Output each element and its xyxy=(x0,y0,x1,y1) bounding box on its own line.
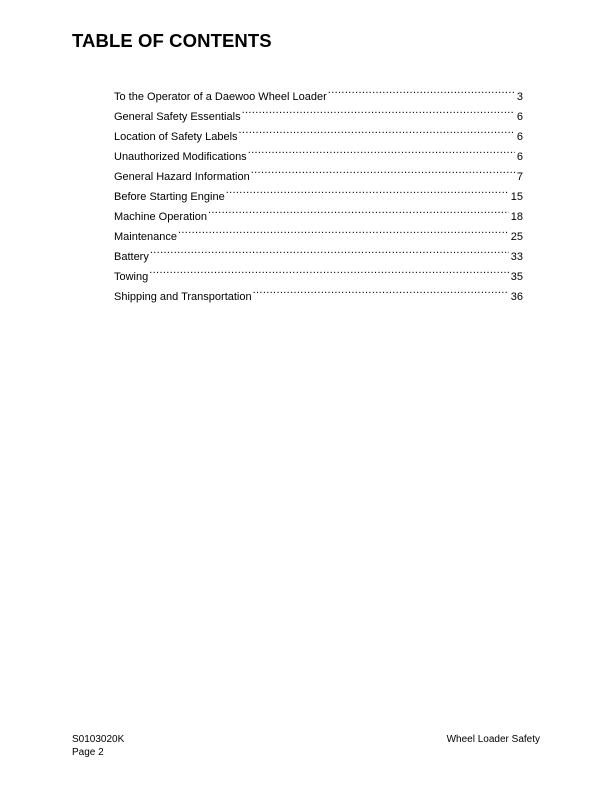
document-number: S0103020K xyxy=(72,734,125,745)
toc-entry-page: 7 xyxy=(516,171,523,183)
toc-dot-leader xyxy=(242,100,515,120)
toc-dot-leader xyxy=(239,120,515,140)
toc-entry-title: Machine Operation xyxy=(114,211,207,223)
toc-dot-leader xyxy=(248,140,515,160)
manual-title: Wheel Loader Safety xyxy=(446,734,540,745)
toc-dot-leader xyxy=(226,180,509,200)
toc-entry-page: 35 xyxy=(510,271,523,283)
toc-dot-leader xyxy=(328,80,515,100)
toc-entry-title: Towing xyxy=(114,271,149,283)
toc-entry-title: To the Operator of a Daewoo Wheel Loader xyxy=(114,91,327,103)
toc-dot-leader xyxy=(253,280,509,300)
toc-entry[interactable] xyxy=(114,260,523,283)
toc-entry[interactable] xyxy=(114,280,523,303)
footer-right xyxy=(447,733,540,746)
toc-dot-leader xyxy=(178,220,509,240)
table-of-contents xyxy=(114,80,523,303)
toc-entry[interactable] xyxy=(114,80,523,103)
toc-dot-leader xyxy=(150,240,509,260)
toc-entry-page: 6 xyxy=(516,111,523,123)
toc-entry-title: Unauthorized Modifications xyxy=(114,151,247,163)
toc-entry-page: 3 xyxy=(516,91,523,103)
toc-entry-title: General Safety Essentials xyxy=(114,111,241,123)
toc-entry-title: General Hazard Information xyxy=(114,171,250,183)
footer-left xyxy=(72,733,124,759)
toc-entry-title: Location of Safety Labels xyxy=(114,131,238,143)
page-title: TABLE OF CONTENTS xyxy=(72,30,272,51)
toc-entry-page: 25 xyxy=(510,231,523,243)
toc-dot-leader xyxy=(251,160,515,180)
toc-entry-title: Shipping and Transportation xyxy=(114,291,252,303)
toc-entry-page: 36 xyxy=(510,291,523,303)
toc-entry-page: 6 xyxy=(516,131,523,143)
toc-entry-title: Battery xyxy=(114,251,149,263)
page-number: Page 2 xyxy=(72,747,104,758)
toc-entry-page: 15 xyxy=(510,191,523,203)
toc-entry-page: 6 xyxy=(516,151,523,163)
toc-entry[interactable] xyxy=(114,240,523,263)
toc-dot-leader xyxy=(149,260,509,280)
toc-entry-page: 33 xyxy=(510,251,523,263)
toc-entry-title: Maintenance xyxy=(114,231,177,243)
toc-dot-leader xyxy=(208,200,509,220)
toc-entry-page: 18 xyxy=(510,211,523,223)
toc-entry-title: Before Starting Engine xyxy=(114,191,225,203)
